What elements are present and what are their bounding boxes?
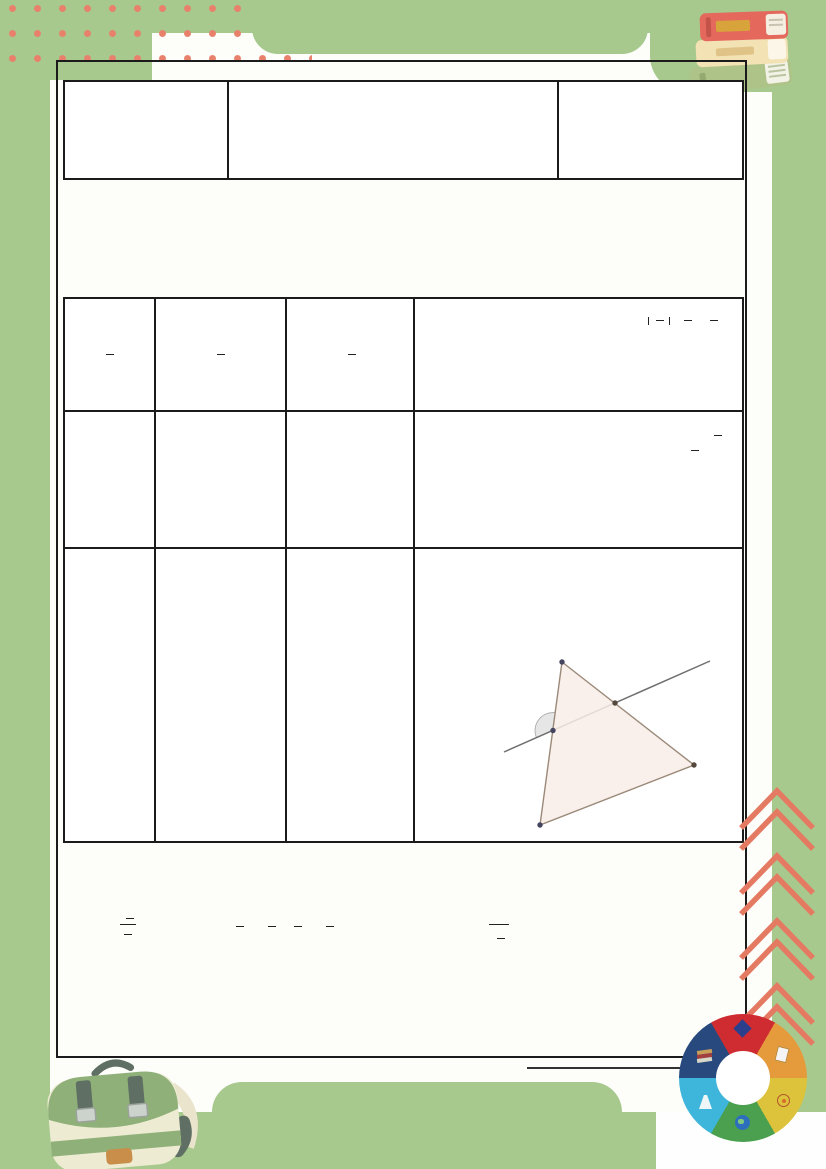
graduation-cap-icon [733,1019,751,1037]
q3-question [414,548,743,842]
fraction-den [348,354,356,356]
fraction-den [268,926,276,928]
atom-icon [777,1094,790,1107]
top-banner-tab[interactable] [252,0,648,54]
expression-c [230,926,340,928]
absolute-value [648,317,670,325]
school-cell [557,82,742,178]
notebook-pen-icon [774,1046,789,1063]
teachers-cell [65,82,227,178]
fraction-den [236,926,244,928]
mcq-table [63,297,744,843]
q2-option-3 [64,411,155,548]
fraction-den [326,926,334,928]
q1-option-2 [155,298,286,411]
flask-icon [699,1095,712,1109]
q1-option-1 [286,298,414,411]
chevron-icon [735,782,819,1050]
triangle-figure [490,644,715,839]
expression-b [483,924,509,944]
bottom-banner-tab[interactable] [212,1082,622,1169]
fraction-den [710,320,718,322]
q2-option-2 [155,411,286,548]
backpack-icon [20,1048,210,1169]
fraction-den [714,435,722,437]
fraction-den [106,354,114,356]
fraction-den [126,918,134,920]
exam-header-table [63,80,744,180]
q2-option-1 [286,411,414,548]
fraction-den [217,354,225,356]
q3-option-3 [64,548,155,842]
fraction-den [656,320,664,322]
fraction-den [691,450,699,452]
fraction-den [294,926,302,928]
fraction-den [497,938,505,940]
q1-option-3 [64,298,155,411]
q1-question [414,298,743,411]
q2-question [414,411,743,548]
globe-icon [735,1115,750,1130]
q3-option-2 [155,548,286,842]
fraction-den [124,934,132,936]
exam-info-cell [227,82,557,178]
mini-books-icon [697,1050,712,1062]
q3-option-1 [286,548,414,842]
logo-ring-icon [679,1014,807,1142]
dots-pattern [0,0,252,46]
expression-a [112,906,138,944]
fraction-den [684,320,692,322]
